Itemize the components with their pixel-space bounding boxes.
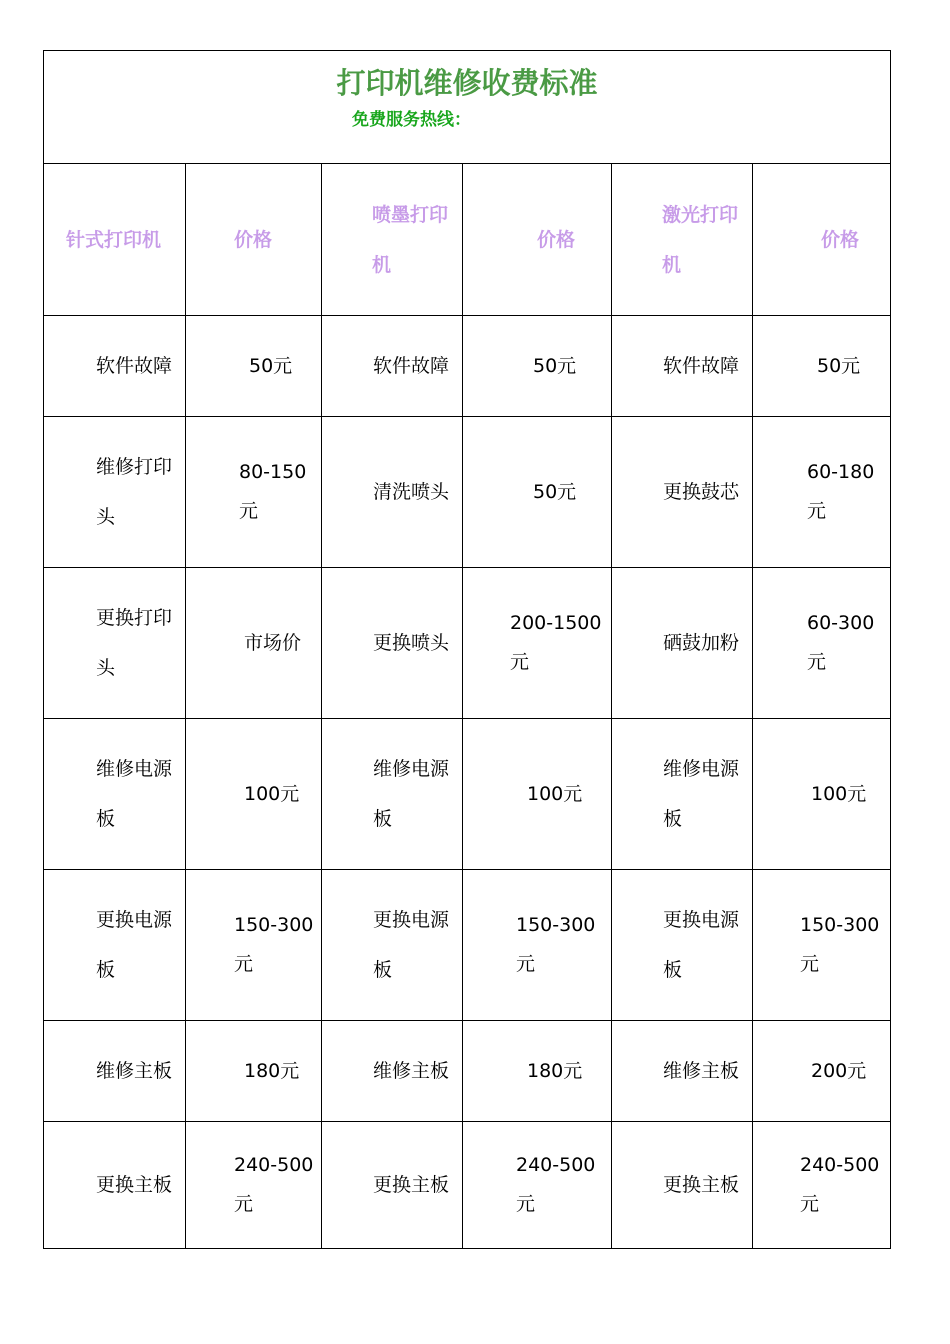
cell-text: 240-500元: [234, 1154, 314, 1215]
table-cell: [322, 870, 463, 1021]
cell-text: 60-180元: [807, 461, 875, 522]
table-cell: 100元: [753, 719, 891, 870]
cell-text: 200-1500元: [510, 612, 602, 673]
table-cell: 软件故障: [612, 316, 753, 417]
table-cell: 清洗喷头: [322, 417, 463, 568]
header-inkjet: [322, 164, 463, 316]
table-cell: [753, 1122, 891, 1249]
table-cell: [753, 870, 891, 1021]
cell-text: 维修电源板: [663, 758, 740, 830]
table-cell: 软件故障: [322, 316, 463, 417]
table-cell: 100元: [463, 719, 612, 870]
table-row: [44, 1021, 891, 1122]
table-row: [44, 568, 891, 719]
header-price-1: 价格: [186, 164, 322, 316]
table-cell: 100元: [186, 719, 322, 870]
cell-text: 80-150元: [239, 461, 307, 522]
price-sheet: [43, 50, 890, 1252]
table-cell: 市场价: [186, 568, 322, 719]
table-cell: [753, 417, 891, 568]
cell-text: 维修电源板: [373, 758, 450, 830]
table-cell: [753, 568, 891, 719]
hotline-label: 免费服务热线：: [352, 110, 471, 130]
table-cell: 维修主板: [612, 1021, 753, 1122]
page-title: 打印机维修收费标准: [336, 66, 598, 100]
table-cell: 维修主板: [44, 1021, 186, 1122]
cell-text: 150-300元: [234, 914, 314, 975]
table-cell: 更换主板: [44, 1122, 186, 1249]
title-cell: [44, 51, 891, 164]
table-cell: [322, 719, 463, 870]
table-cell: [612, 870, 753, 1021]
header-inkjet-label: 喷墨打印机: [372, 203, 449, 276]
header-laser: [612, 164, 753, 316]
cell-text: 240-500元: [516, 1154, 596, 1215]
title-row: [44, 51, 891, 164]
table-cell: 更换鼓芯: [612, 417, 753, 568]
table-row: [44, 870, 891, 1021]
cell-text: 60-300元: [807, 612, 875, 673]
cell-text: 更换电源板: [373, 909, 450, 981]
table-cell: 维修主板: [322, 1021, 463, 1122]
table-cell: [463, 1122, 612, 1249]
table-cell: [186, 417, 322, 568]
table-cell: 更换主板: [322, 1122, 463, 1249]
table-cell: [463, 568, 612, 719]
table-cell: [186, 870, 322, 1021]
table-cell: 50元: [753, 316, 891, 417]
table-cell: 180元: [186, 1021, 322, 1122]
table-cell: 更换喷头: [322, 568, 463, 719]
table-cell: [44, 870, 186, 1021]
table-cell: [612, 719, 753, 870]
table-row: [44, 417, 891, 568]
table-cell: [186, 1122, 322, 1249]
header-price-3: 价格: [753, 164, 891, 316]
table-cell: [44, 719, 186, 870]
price-table: [43, 50, 891, 1249]
table-row: [44, 719, 891, 870]
cell-text: 更换电源板: [96, 909, 173, 981]
cell-text: 维修电源板: [96, 758, 173, 830]
header-laser-label: 激光打印机: [662, 203, 739, 276]
cell-text: 更换电源板: [663, 909, 740, 981]
cell-text: 维修打印头: [96, 456, 173, 528]
table-cell: [44, 568, 186, 719]
table-cell: 50元: [463, 316, 612, 417]
table-cell: 180元: [463, 1021, 612, 1122]
table-cell: [463, 870, 612, 1021]
table-cell: 50元: [463, 417, 612, 568]
header-dot-matrix: 针式打印机: [44, 164, 186, 316]
table-cell: [44, 417, 186, 568]
cell-text: 更换打印头: [96, 607, 173, 679]
table-cell: 软件故障: [44, 316, 186, 417]
cell-text: 150-300元: [800, 914, 880, 975]
table-cell: 硒鼓加粉: [612, 568, 753, 719]
cell-text: 150-300元: [516, 914, 596, 975]
header-price-2: 价格: [463, 164, 612, 316]
table-row: [44, 316, 891, 417]
cell-text: 240-500元: [800, 1154, 880, 1215]
table-cell: 200元: [753, 1021, 891, 1122]
table-row: [44, 1122, 891, 1249]
table-cell: 50元: [186, 316, 322, 417]
header-row: [44, 164, 891, 316]
table-cell: 更换主板: [612, 1122, 753, 1249]
